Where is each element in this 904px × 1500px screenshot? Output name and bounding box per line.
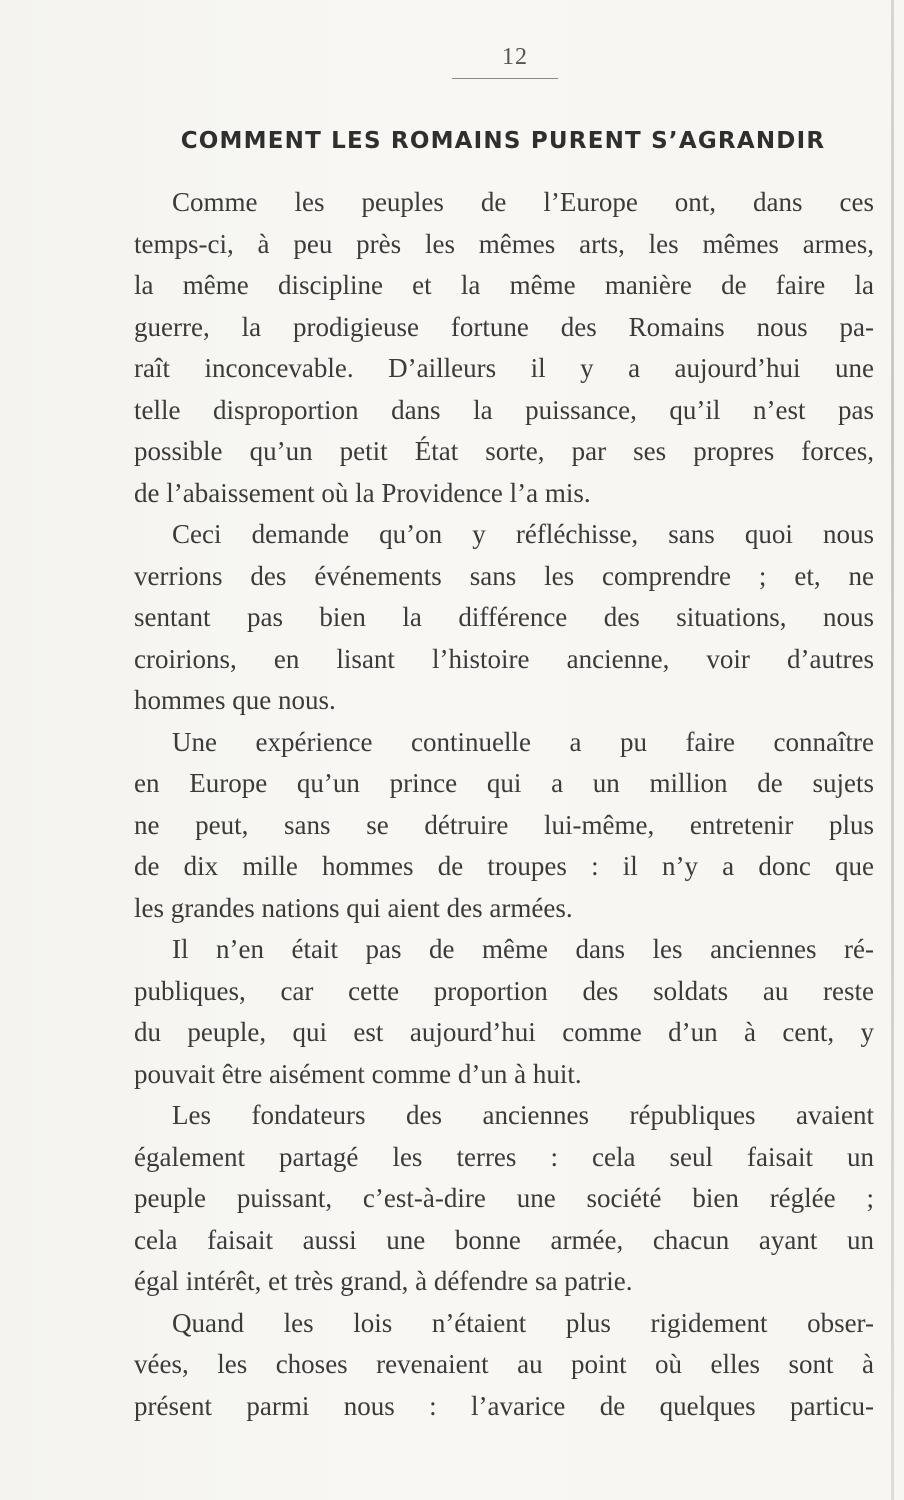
- text-line: hommes que nous.: [134, 685, 336, 715]
- text-line: temps-ci, à peu près les mêmes arts, les mêmes armes,: [134, 228, 874, 259]
- text-line: les grandes nations qui aient des armées.: [134, 892, 573, 923]
- text-line: égal intérêt, et très grand, à défendre sa patrie.: [134, 1266, 633, 1296]
- text-line: en Europe qu’un prince qui a un million de sujets: [134, 768, 874, 798]
- text-line: guerre, la prodigieuse fortune des Romains nous pa-: [134, 311, 874, 342]
- text-line: Il n’en était pas de même dans les anciennes ré-: [172, 934, 874, 964]
- text-line: telle disproportion dans la puissance, qu’il n’est pas: [134, 394, 874, 425]
- body-text: [134, 182, 874, 1427]
- text-line: la même discipline et la même manière de faire la: [134, 270, 874, 300]
- text-line: Ceci demande qu’on y réfléchisse, sans quoi nous: [172, 519, 874, 549]
- text-line: Une expérience continuelle a pu faire connaître: [172, 726, 874, 757]
- text-line: Quand les lois n’étaient plus rigidement obser-: [172, 1307, 874, 1338]
- text-line: possible qu’un petit État sorte, par ses propres forces,: [134, 436, 874, 466]
- text-line: Les fondateurs des anciennes républiques avaient: [172, 1100, 874, 1130]
- text-line: du peuple, qui est aujourd’hui comme d’un à cent, y: [134, 1017, 874, 1047]
- text-line: vées, les choses revenaient au point où elles sont à: [134, 1349, 874, 1379]
- text-line: Comme les peuples de l’Europe ont, dans ces: [172, 187, 874, 217]
- text-line: cela faisait aussi une bonne armée, chacun ayant un: [134, 1224, 874, 1255]
- text-line: croirions, en lisant l’histoire ancienne, voir d’autres: [134, 643, 874, 674]
- text-line: de l’abaissement où la Providence l’a mis.: [134, 477, 591, 508]
- text-line: peuple puissant, c’est-à-dire une société bien réglée ;: [134, 1183, 874, 1213]
- text-line: publiques, car cette proportion des soldats au reste: [134, 975, 874, 1006]
- text-line: ne peut, sans se détruire lui-même, entretenir plus: [134, 809, 874, 840]
- page-number-rule: [452, 78, 558, 79]
- chapter-title: COMMENT LES ROMAINS PURENT S’AGRANDIR: [180, 128, 826, 154]
- text-line: également partagé les terres : cela seul faisait un: [134, 1141, 874, 1172]
- page-edge-shadow: [891, 0, 894, 1500]
- text-line: verrions des événements sans les comprendre ; et, ne: [134, 560, 874, 591]
- text-line: pouvait être aisément comme d’un à huit.: [134, 1058, 582, 1089]
- page-number: 12: [502, 44, 528, 70]
- text-line: de dix mille hommes de troupes : il n’y a donc que: [134, 851, 874, 881]
- text-line: raît inconcevable. D’ailleurs il y a aujourd’hui une: [134, 353, 874, 383]
- text-line: sentant pas bien la différence des situations, nous: [134, 602, 874, 632]
- text-line: présent parmi nous : l’avarice de quelques particu-: [134, 1390, 874, 1421]
